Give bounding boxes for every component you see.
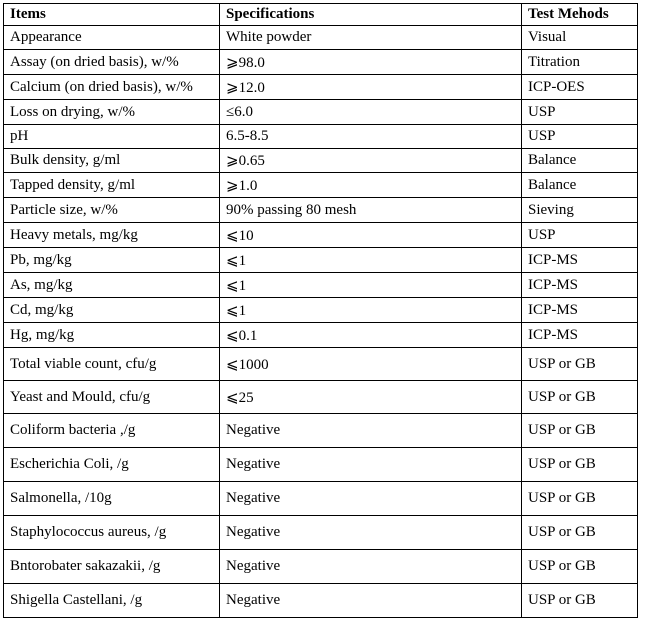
method-cell: USP or GB: [522, 448, 638, 482]
item-cell: Calcium (on dried basis), w/%: [4, 75, 220, 100]
method-cell: USP or GB: [522, 414, 638, 448]
method-cell: Visual: [522, 26, 638, 50]
method-cell: ICP-MS: [522, 298, 638, 323]
spec-cell: 6.5-8.5: [220, 125, 522, 149]
item-cell: Tapped density, g/ml: [4, 173, 220, 198]
spec-cell: ⩾0.65: [220, 149, 522, 173]
header-test-methods: Test Mehods: [522, 4, 638, 26]
method-cell: ICP-OES: [522, 75, 638, 100]
spec-cell: ⩽25: [220, 381, 522, 414]
method-cell: USP or GB: [522, 482, 638, 516]
spec-cell: Negative: [220, 414, 522, 448]
table-row: [4, 381, 638, 414]
specification-table: [3, 3, 638, 618]
item-cell: Cd, mg/kg: [4, 298, 220, 323]
method-cell: USP or GB: [522, 550, 638, 584]
table-row: [4, 273, 638, 298]
table-row: [4, 323, 638, 348]
item-cell: Loss on drying, w/%: [4, 100, 220, 125]
table-row: [4, 298, 638, 323]
table-row: [4, 173, 638, 198]
item-cell: Heavy metals, mg/kg: [4, 223, 220, 248]
spec-cell: ⩽1: [220, 298, 522, 323]
table-row: [4, 125, 638, 149]
table-row: [4, 198, 638, 223]
spec-cell: Negative: [220, 550, 522, 584]
method-cell: Balance: [522, 173, 638, 198]
table-row: [4, 584, 638, 618]
spec-cell: ⩽10: [220, 223, 522, 248]
item-cell: Bulk density, g/ml: [4, 149, 220, 173]
spec-cell: ⩾1.0: [220, 173, 522, 198]
item-cell: pH: [4, 125, 220, 149]
table-row: [4, 100, 638, 125]
method-cell: USP or GB: [522, 584, 638, 618]
item-cell: Shigella Castellani, /g: [4, 584, 220, 618]
item-cell: Bntorobater sakazakii, /g: [4, 550, 220, 584]
spec-cell: Negative: [220, 516, 522, 550]
item-cell: Hg, mg/kg: [4, 323, 220, 348]
header-specifications: Specifications: [220, 4, 522, 26]
item-cell: Yeast and Mould, cfu/g: [4, 381, 220, 414]
method-cell: ICP-MS: [522, 323, 638, 348]
method-cell: Titration: [522, 50, 638, 75]
table-row: [4, 223, 638, 248]
table-row: [4, 414, 638, 448]
header-row: [4, 4, 638, 26]
method-cell: Sieving: [522, 198, 638, 223]
method-cell: Balance: [522, 149, 638, 173]
spec-cell: White powder: [220, 26, 522, 50]
table-row: [4, 448, 638, 482]
spec-cell: Negative: [220, 482, 522, 516]
method-cell: ICP-MS: [522, 273, 638, 298]
item-cell: Staphylococcus aureus, /g: [4, 516, 220, 550]
spec-cell: ⩽1: [220, 248, 522, 273]
spec-cell: ≤6.0: [220, 100, 522, 125]
item-cell: Salmonella, /10g: [4, 482, 220, 516]
method-cell: USP: [522, 223, 638, 248]
item-cell: Pb, mg/kg: [4, 248, 220, 273]
item-cell: As, mg/kg: [4, 273, 220, 298]
table-row: [4, 75, 638, 100]
method-cell: USP or GB: [522, 348, 638, 381]
spec-cell: ⩾98.0: [220, 50, 522, 75]
table-row: [4, 149, 638, 173]
table-row: [4, 516, 638, 550]
header-items: Items: [4, 4, 220, 26]
method-cell: USP or GB: [522, 516, 638, 550]
item-cell: Total viable count, cfu/g: [4, 348, 220, 381]
table-row: [4, 248, 638, 273]
item-cell: Particle size, w/%: [4, 198, 220, 223]
table-row: [4, 26, 638, 50]
method-cell: USP: [522, 125, 638, 149]
method-cell: USP: [522, 100, 638, 125]
item-cell: Coliform bacteria ,/g: [4, 414, 220, 448]
spec-cell: ⩽1000: [220, 348, 522, 381]
spec-cell: ⩽1: [220, 273, 522, 298]
spec-cell: 90% passing 80 mesh: [220, 198, 522, 223]
spec-cell: Negative: [220, 448, 522, 482]
spec-cell: ⩾12.0: [220, 75, 522, 100]
table-row: [4, 50, 638, 75]
item-cell: Assay (on dried basis), w/%: [4, 50, 220, 75]
spec-cell: ⩽0.1: [220, 323, 522, 348]
spec-cell: Negative: [220, 584, 522, 618]
method-cell: ICP-MS: [522, 248, 638, 273]
table-row: [4, 348, 638, 381]
method-cell: USP or GB: [522, 381, 638, 414]
item-cell: Appearance: [4, 26, 220, 50]
table-row: [4, 550, 638, 584]
item-cell: Escherichia Coli, /g: [4, 448, 220, 482]
table-row: [4, 482, 638, 516]
